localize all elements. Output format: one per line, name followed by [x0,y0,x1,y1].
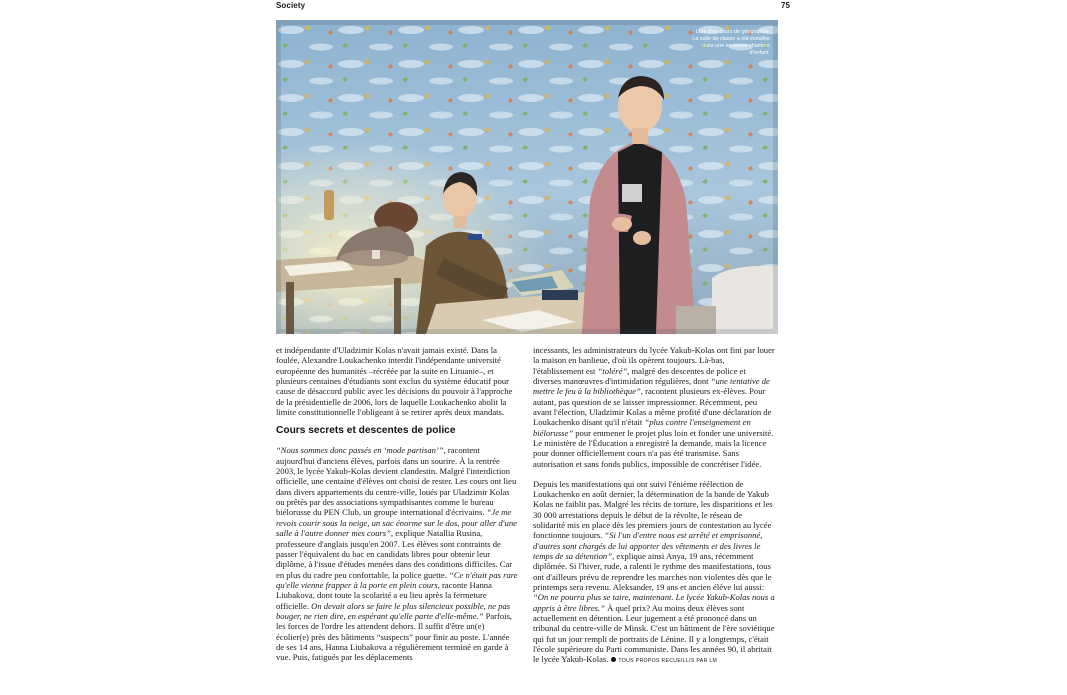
classroom-photo [276,20,778,334]
article-column-left [276,345,518,663]
quote: “une tentative de mettre le feu à la bibliothèque” [533,376,770,397]
article-paragraph [533,479,775,667]
article-text: , racontent plusieurs ex-élèves. Pour autant, pas question de se laisser impressionner. Récemment, peu avant l'élection, Uladzimir Kolas a même profité d'une déclaration de Loukachenko disant qu'il n'était [533,386,772,428]
quote: “Ce n'était pas rare qu'elle vienne frapper à la porte en plein cours [276,569,518,590]
article-text: , explique Natallia Rusina, professeure d'anglais jusqu'en 2007. Les élèves sont contraints de passer l'équivalent du bac en candidats libres pour obtenir leur diplôme, à l'issue d'études menées dans des conditions difficiles. Car en plus du cadre peu confortable, la police guette. [276,528,513,580]
quote: “plus contre l'enseignement en biélorusse” [533,417,751,438]
article-signoff: TOUS PROPOS RECUEILLIS PAR LM [618,658,718,665]
photo-caption: Lors d'un cours de géographie. La salle de classe a été installée dans une ancienne chambre d'enfant. [692,29,770,56]
article-text: , explique ainsi Anya, 19 ans, récemment diplômée. Si l'hiver, rude, a ralenti le rythme des manifestations, tous ont d'ailleurs prévu de reprendre les marches non violentes dès que le printemps sera revenu. Aleksander, 19 ans et ancien élève lui aussi: [533,551,772,593]
page-number: 75 [781,1,790,10]
article-paragraph [533,345,775,469]
classroom-photo-illustration [276,20,778,334]
quote: “Nous sommes donc passés en ‘mode partisan’” [276,445,444,456]
quote: “Si l'un d'entre nous est arrêté et emprisonné, d'autres sont chargés de lui apporter des vêtements et des livres le temps de sa détention” [533,530,763,562]
article-column-right [533,345,775,667]
article-text: pour emmener le projet plus loin et fonder une université. Le ministère de l'Éducation a enregistré la demande, mais la licence pour donner officiellement cours n'a pas été transmise. Sans autorisation et sans fonds publics, impossible de concrétiser l'idée. [533,427,774,469]
quote: On devait alors se faire le plus silencieux possible, ne pas bouger, ne rien dire, en espérant qu'elle parte d'elle-même.” [276,600,511,621]
paragraph-gap [533,469,775,479]
article-text: Parfois, les forces de l'ordre les attendent dehors. Il suffit d'être un(e) écolier(e) près des bâtiments “suspects” pour finir au poste. L'année de ses 14 ans, Hanna Liubakova a régulièrement terminé en garde à vue. Puis, fatigués par les déplacements [276,610,513,663]
article-text: , raconte Hanna Liubakova, dont toute la scolarité a eu lieu après la fermeture officielle. [276,579,492,611]
article-text: Depuis les manifestations qui ont suivi l'énième réélection de Loukachenko en août dernier, la détermination de la bande de Yakub Kolas ne faiblit pas. Malgré les récits de torture, les disparitions et les 30 000 arrestations depuis le début de la révolte, le réseau de solidarité mis en place dès les premiers jours de contestation au lycée fonctionne toujours. [533,478,773,541]
section-label: Society [276,1,306,10]
article-text: , malgré des descentes de police et diverses manœuvres d'intimidation régulières, dont [533,365,746,387]
article-text: incessants, les administrateurs du lycée Yakub-Kolas ont fini par louer la maison en banlieue, d'où ils opèrent toujours. Là-bas, l'établissement est [533,345,775,376]
quote: “On ne pourra plus se taire, maintenant. Le lycée Yakub-Kolas nous a appris à être libres.” [533,592,775,613]
article-subheading: Cours secrets et descentes de police [276,425,456,437]
article-paragraph: et indépendante d'Uladzimir Kolas n'avait jamais existé. Dans la foulée, Alexandre Loukachenko interdit l'indépendante université européenne des humanités –récréée par la suite en Lituanie–, et plusieurs centaines d'étudiants sont exclus du système éducatif pour cause de désaccord public avec les décisions du pouvoir à l'approche de la présidentielle de 2006, lors de laquelle Loukachenko abolit la limite constitutionnelle l'obligeant à se retirer après deux mandats. [276,345,513,418]
end-bullet-icon [611,657,616,662]
quote: “toléré” [597,365,628,376]
quote: “Je me revois courir sous la neige, un sac énorme sur le dos, pour aller d'une salle à l'autre donner mes cours” [276,507,517,539]
article-text: À quel prix? Au moins deux élèves sont actuellement en détention. Leur jugement a été prononcé dans un tribunal du centre-ville de Minsk. C'est un bâtiment de l'ère soviétique qui fut un jour rempli de portraits de Lénine. Il y a longtemps, c'était l'école supérieure du Parti communiste. Dans les années 90, il abritait le lycée Yakub-Kolas. [533,602,775,665]
article-paragraph [276,445,518,662]
article-text: , racontent aujourd'hui d'anciens élèves, parfois dans un sourire. À la rentrée 2003, le lycée Yakub-Kolas devient clandestin. Malgré l'interdiction officielle, une centaine d'élèves ont choisi de rester. Les cours ont lieu dans divers appartements du centre-ville, loués par Uladzimir Kolas ou prêtés par des associations sympathisantes comme le bureau biélorusse du PEN Club, un groupe international d'écrivains. [276,445,517,518]
